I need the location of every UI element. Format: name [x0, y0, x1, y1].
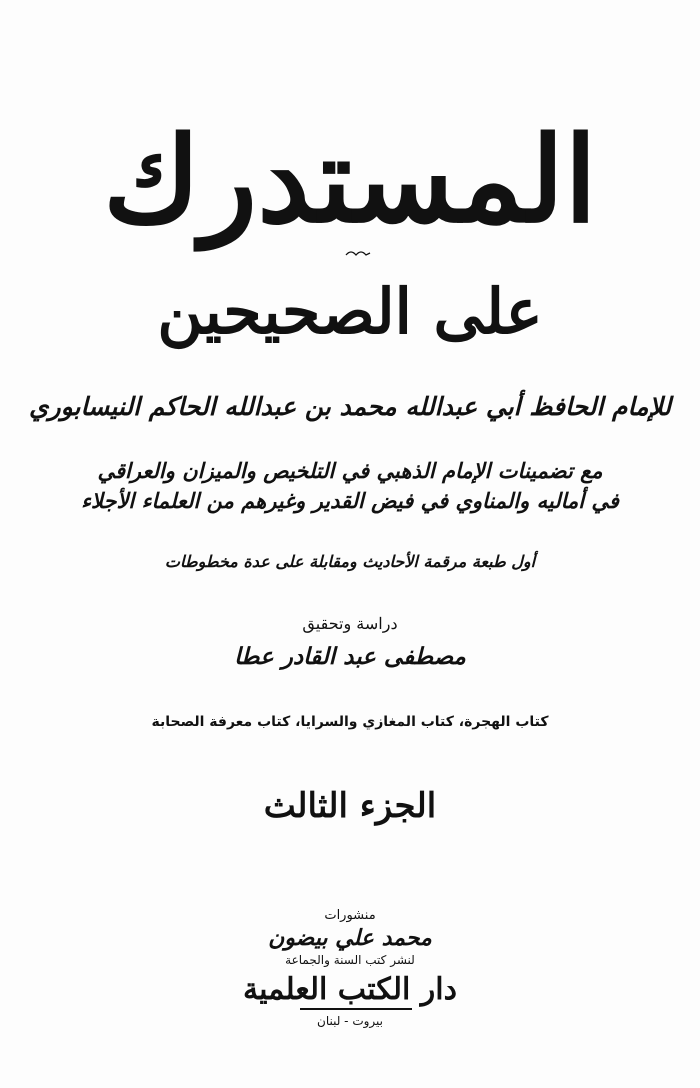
publisher-name: محمد علي بيضون [268, 925, 432, 951]
author-line: للإمام الحافظ أبي عبدالله محمد بن عبدالله الحاكم النيسابوري [28, 392, 672, 421]
volume-number: الجزء الثالث [263, 786, 437, 826]
annotations-line-2: في أماليه والمناوي في فيض القدير وغيرهم من العلماء الأجلاء [81, 488, 619, 513]
volume-contents: كتاب الهجرة، كتاب المغازي والسرايا، كتاب معرفة الصحابة [151, 714, 549, 730]
study-label: دراسة وتحقيق [302, 614, 398, 633]
publisher-place: بيروت - لبنان [317, 1014, 383, 1028]
main-title: المستدرك [102, 110, 597, 249]
publisher-underline [300, 1008, 412, 1010]
publisher-tagline: لنشر كتب السنة والجماعة [285, 953, 415, 967]
annotations-line-1: مع تضمينات الإمام الذهبي في التلخيص والميزان والعراقي [97, 458, 603, 483]
edition-note: أول طبعة مرقمة الأحاديث ومقابلة على عدة مخطوطات [164, 552, 536, 571]
subtitle: على الصحيحين [157, 275, 543, 348]
publisher-house: دار الكتب العلمية [243, 972, 457, 1007]
publisher-label: منشورات [324, 908, 376, 923]
ornament-icon [345, 248, 371, 258]
editor-name: مصطفى عبد القادر عطا [234, 643, 466, 670]
